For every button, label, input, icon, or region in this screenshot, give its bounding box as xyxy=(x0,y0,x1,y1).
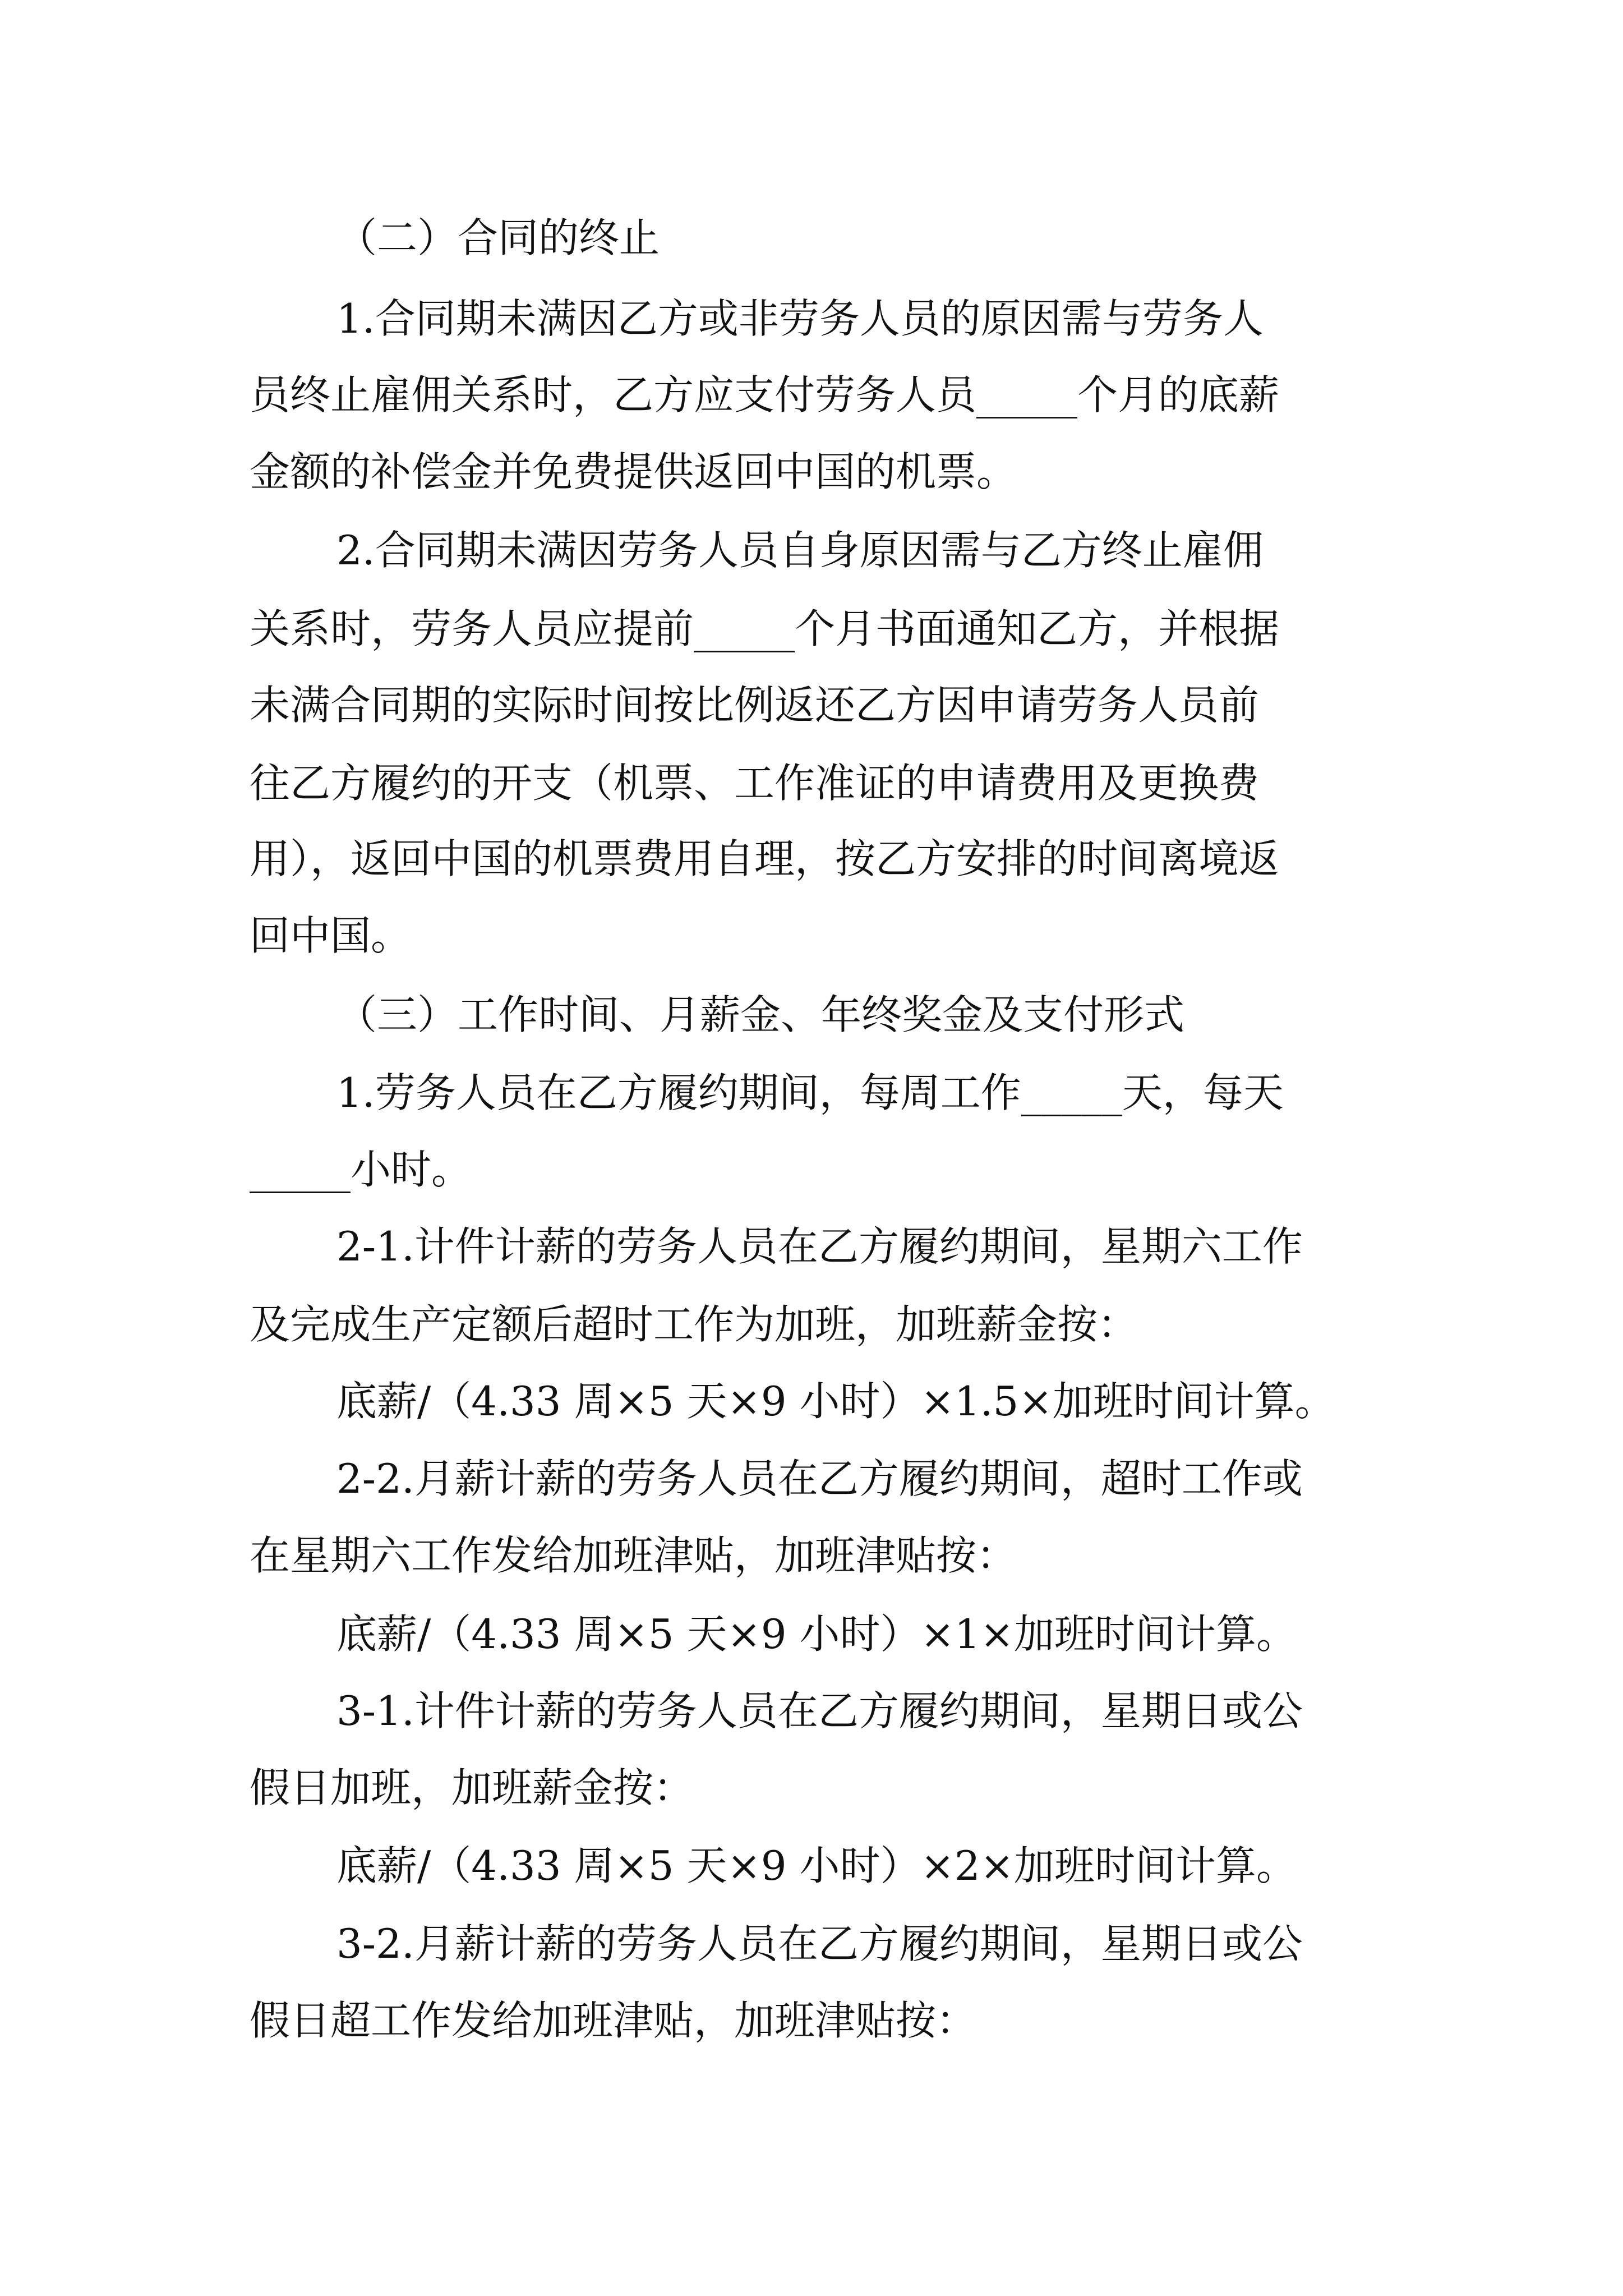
paragraph-line: 1.合同期未满因乙方或非劳务人员的原因需与劳务人 xyxy=(336,295,1264,342)
paragraph-line: 金额的补偿金并免费提供返回中国的机票。 xyxy=(250,448,1017,495)
paragraph-line: 未满合同期的实际时间按比例返还乙方因申请劳务人员前 xyxy=(250,682,1260,729)
section-heading-work-time: （三）工作时间、月薪金、年终奖金及支付形式 xyxy=(336,991,1185,1038)
paragraph-line: 3-1.计件计薪的劳务人员在乙方履约期间，星期日或公 xyxy=(336,1687,1303,1734)
paragraph-line: 假日超工作发给加班津贴，加班津贴按： xyxy=(250,1997,977,2044)
paragraph-line: _____小时。 xyxy=(250,1146,472,1193)
paragraph-line: 假日加班，加班薪金按： xyxy=(250,1764,694,1811)
paragraph-line: 回中国。 xyxy=(250,912,412,959)
paragraph-line: 在星期六工作发给加班津贴，加班津贴按： xyxy=(250,1532,1017,1579)
paragraph-line: 3-2.月薪计薪的劳务人员在乙方履约期间，星期日或公 xyxy=(336,1920,1303,1967)
formula-line: 底薪/（4.33 周×5 天×9 小时）×2×加班时间计算。 xyxy=(336,1842,1297,1889)
section-heading-termination: （二）合同的终止 xyxy=(336,214,660,261)
paragraph-line: 往乙方履约的开支（机票、工作准证的申请费用及更换费 xyxy=(250,760,1260,807)
formula-line: 底薪/（4.33 周×5 天×9 小时）×1×加班时间计算。 xyxy=(336,1611,1297,1658)
paragraph-line: 2-1.计件计薪的劳务人员在乙方履约期间，星期六工作 xyxy=(336,1223,1303,1270)
paragraph-line: 及完成生产定额后超时工作为加班，加班薪金按： xyxy=(250,1301,1138,1348)
paragraph-line: 员终止雇佣关系时，乙方应支付劳务人员_____个月的底薪 xyxy=(250,371,1280,418)
formula-line: 底薪/（4.33 周×5 天×9 小时）×1.5×加班时间计算。 xyxy=(336,1378,1335,1425)
paragraph-line: 用），返回中国的机票费用自理，按乙方安排的时间离境返 xyxy=(250,835,1280,882)
paragraph-line: 2-2.月薪计薪的劳务人员在乙方履约期间，超时工作或 xyxy=(336,1455,1303,1502)
paragraph-line: 1.劳务人员在乙方履约期间，每周工作_____天，每天 xyxy=(336,1069,1284,1116)
paragraph-line: 2.合同期未满因劳务人员自身原因需与乙方终止雇佣 xyxy=(336,527,1264,574)
paragraph-line: 关系时，劳务人员应提前_____个月书面通知乙方，并根据 xyxy=(250,605,1280,652)
